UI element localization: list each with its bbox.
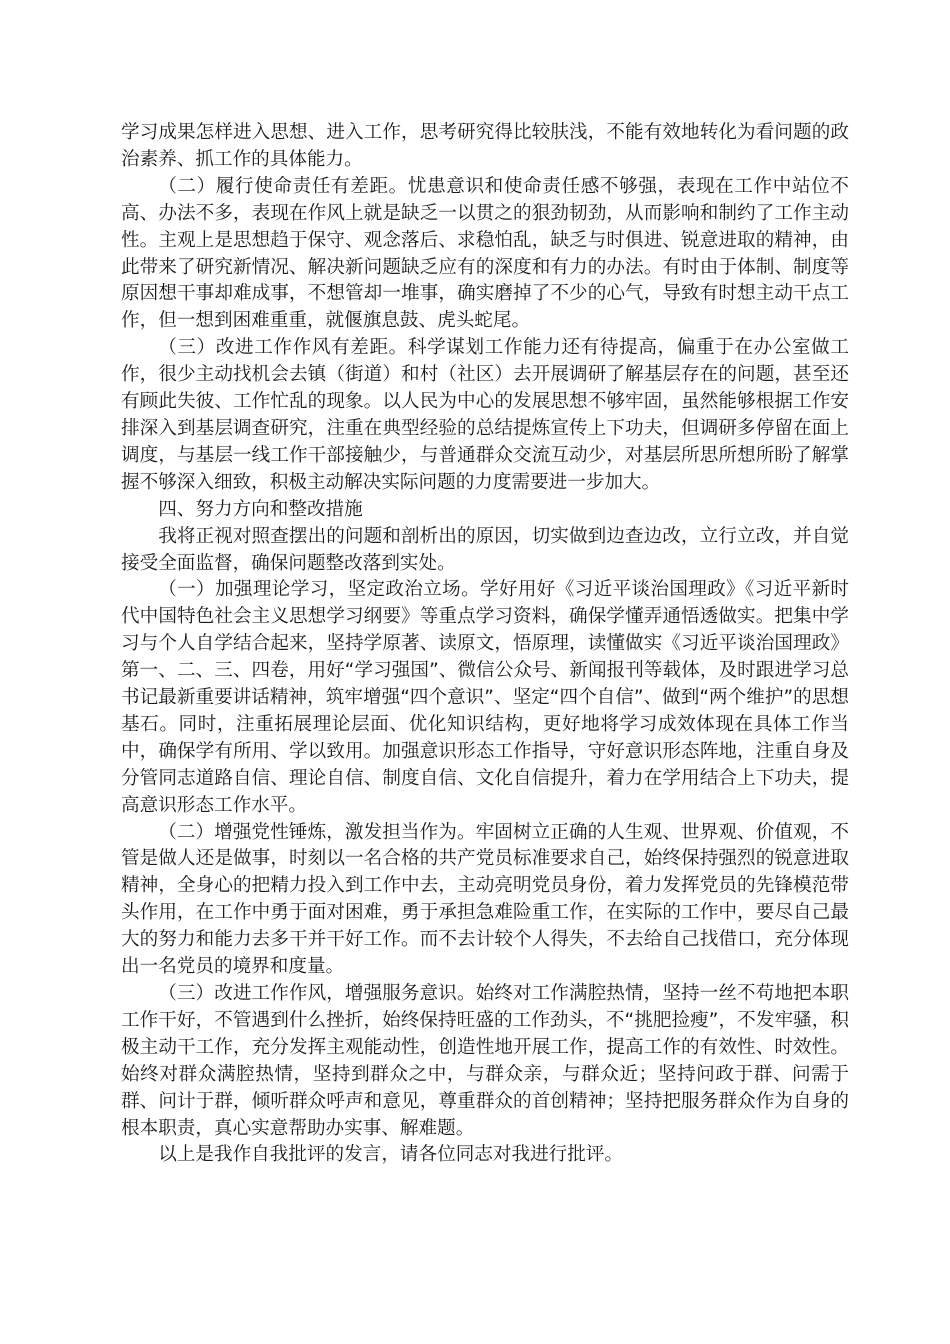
paragraph-mission-gap: （二）履行使命责任有差距。忧患意识和使命责任感不够强，表现在工作中站位不高、办法不多，表现在作风上就是缺乏一以贯之的狠劲韧劲，从而影响和制约了工作主动性。主观上是思想趋于保守、观念落后、求稳怕乱，缺乏与时俱进、锐意进取的精神，由此带来了研究新情况、解决新问题缺乏应有的深度和有力的办法。有时由于体制、制度等原因想干事却难成事，不想管却一堆事，确实磨掉了不少的心气，导致有时想主动干点工作，但一想到困难重重，就偃旗息鼓、虎头蛇尾。 [121, 175, 849, 332]
paragraph-service-awareness: （三）改进工作作风，增强服务意识。始终对工作满腔热情，坚持一丝不苟地把本职工作干好，不管遇到什么挫折，始终保持旺盛的工作劲头，不“挑肥捡瘦”，不发牢骚，积极主动干工作，充分发挥主观能动性，创造性地开展工作，提高工作的有效性、时效性。始终对群众满腔热情，坚持到群众之中，与群众亲，与群众近；坚持问政于群、问需于群、问计于群，倾听群众呼声和意见，尊重群众的首创精神；坚持把服务群众作为自身的根本职责，真心实意帮助办实事、解难题。 [121, 983, 849, 1139]
paragraph-theory-study: （一）加强理论学习，坚定政治立场。学好用好《习近平谈治国理政》《习近平新时代中国特色社会主义思想学习纲要》等重点学习资料，确保学懂弄通悟透做实。把集中学习与个人自学结合起来，坚持学原著、读原文，悟原理，读懂做实《习近平谈治国理政》第一、二、三、四卷，用好“学习强国”、微信公众号、新闻报刊等载体，及时跟进学习总书记最新重要讲话精神，筑牢增强“四个意识”、坚定“四个自信”、做到“两个维护”的思想基石。同时，注重拓展理论层面、优化知识结构，更好地将学习成效体现在具体工作当中，确保学有所用、学以致用。加强意识形态工作指导，守好意识形态阵地，注重自身及分管同志道路自信、理论自信、制度自信、文化自信提升，着力在学用结合上下功夫，提高意识形态工作水平。 [121, 579, 849, 816]
paragraph-closing: 以上是我作自我批评的发言，请各位同志对我进行批评。 [158, 1144, 624, 1166]
document-body [121, 120, 849, 1169]
paragraph-intro-continuation: 学习成果怎样进入思想、进入工作，思考研究得比较肤浅，不能有效地转化为看问题的政治素养、抓工作的具体能力。 [121, 122, 849, 170]
paragraph-work-style-gap: （三）改进工作作风有差距。科学谋划工作能力还有待提高，偏重于在办公室做工作，很少主动找机会去镇（街道）和村（社区）去开展调研了解基层存在的问题，甚至还有顾此失彼、工作忙乱的现象。以人民为中心的发展思想不够牢固，虽然能够根据工作安排深入到基层调查研究，注重在典型经验的总结提炼宣传上下功夫，但调研多停留在面上调度，与基层一线工作干部接触少，与普通群众交流互动少，对基层所思所想所盼了解掌握不够深入细致，积极主动解决实际问题的力度需要进一步加大。 [121, 337, 849, 493]
paragraph-rectification-intro: 我将正视对照查摆出的问题和剖析出的原因，切实做到边查边改，立行立改，并自觉接受全面监督，确保问题整改落到实处。 [121, 525, 849, 574]
paragraph-party-spirit: （二）增强党性锤炼，激发担当作为。牢固树立正确的人生观、世界观、价值观，不管是做人还是做事，时刻以一名合格的共产党员标准要求自己，始终保持强烈的锐意进取精神，全身心的把精力投入到工作中去，主动亮明党员身份，着力发挥党员的先锋模范带头作用，在工作中勇于面对困难，勇于承担急难险重工作，在实际的工作中，要尽自己最大的努力和能力去多干并干好工作。而不去计较个人得失，不去给自己找借口，充分体现出一名党员的境界和度量。 [121, 821, 849, 978]
section-heading-rectification: 四、努力方向和整改措施 [158, 498, 363, 520]
